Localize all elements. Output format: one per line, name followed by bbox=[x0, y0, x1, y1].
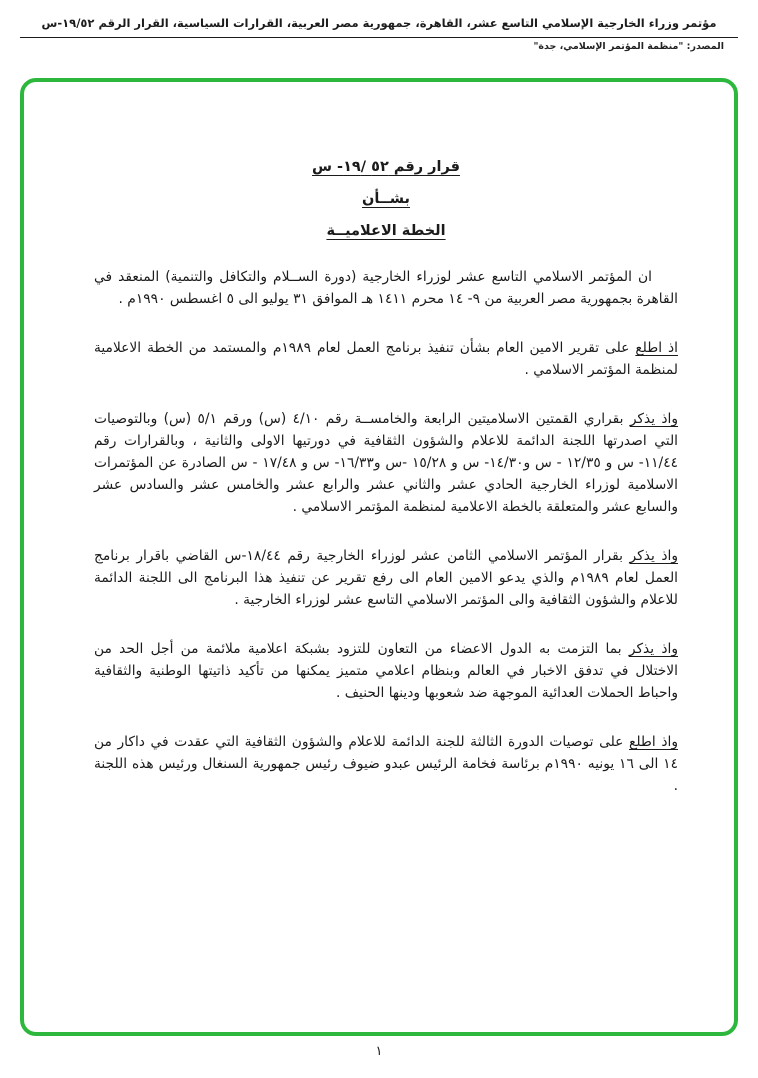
paragraph-text: على تقرير الامين العام بشأن تنفيذ برنامج العمل لعام ١٩٨٩م والمستمد من الخطة الاعلامية لمنظمة المؤتمر الاسلامي . bbox=[94, 340, 678, 378]
resolution-subject-label-line bbox=[94, 188, 678, 210]
resolution-subject-label: بشــأن bbox=[362, 191, 410, 207]
paragraph-text: ان المؤتمر الاسلامي التاسع عشر لوزراء الخارجية (دورة الســلام والتكافل والتنمية) المنعقد في القاهرة بجمهورية مصر العربية من ٩- ١٤ محرم ١٤١١ هـ الموافق ٣١ يوليو الى ٥ اغسطس ١٩٩٠م . bbox=[94, 269, 678, 307]
paragraph-lead: واذ يذكر bbox=[629, 411, 679, 427]
paragraph-text: بما التزمت به الدول الاعضاء من التعاون للتزود بشبكة اعلامية ملائمة من أجل الحد من الاختلال في تدفق الاخبار في العالم وبنظام اعلامي متميز يمكنها من تأكيد ذاتيتها الوطنية والثقافية واحباط الحملات العدائية الموجهة ضد شعوبها ودينها الحنيف . bbox=[94, 641, 678, 701]
paragraph-text: بقرار المؤتمر الاسلامي الثامن عشر لوزراء الخارجية رقم ١٨/٤٤-س القاضي باقرار برنامج العمل لعام ١٩٨٩م والذي يدعو الامين العام الى رفع تقرير عن تنفيذ هذا البرنامج الى اللجنة الدائمة للاعلام والشؤون الثقافية والى المؤتمر الاسلامي التاسع عشر لوزراء الخارجية . bbox=[94, 548, 679, 608]
paragraph-recital-1 bbox=[94, 337, 678, 381]
letterhead-source: المصدر: "منظمة المؤتمر الإسلامي، جدة" bbox=[533, 41, 724, 52]
resolution-number: قرار رقم ٥٢ /١٩- س bbox=[312, 159, 460, 175]
paragraph-preamble bbox=[94, 266, 678, 310]
resolution-number-line bbox=[94, 156, 678, 178]
paragraph-text: بقراري القمتين الاسلاميتين الرابعة والخامســة رقم ٤/١٠ (س) ورقم ٥/١ (س) وبالتوصيات التي اصدرتها اللجنة الدائمة للاعلام والشؤون الثقافية في دورتيها الاولى والثانية ، وبالقرارات رقم ١١/٤٤- س و ١٢/٣٥ - س و١٤/٣٠- س و ١٥/٢٨ -س و١٦/٣٣- س و ١٧/٤٨ - س الصادرة عن المؤتمرات الاسلامية لوزراء الخارجية الحادي عشر والثاني عشر والرابع عشر والخامس عشر والسادس عشر والسابع عشر والمتعلقة بالخطة الاعلامية لمنظمة المؤتمر الاسلامي . bbox=[94, 411, 679, 515]
paragraph-text: على توصيات الدورة الثالثة للجنة الدائمة للاعلام والشؤون الثقافية التي عقدت في داكار من ١٤ الى ١٦ يونيه ١٩٩٠م برئاسة فخامة الرئيس عبدو ضيوف رئيس جمهورية السنغال ورئيس هذه اللجنة . bbox=[94, 734, 678, 794]
paragraph-recital-5 bbox=[94, 731, 678, 797]
paragraph-lead: واذ يذكر bbox=[629, 548, 679, 564]
resolution-subject-line bbox=[94, 220, 678, 242]
paragraph-recital-2 bbox=[94, 408, 678, 518]
resolution-title-block bbox=[94, 156, 678, 242]
page-number: ١ bbox=[375, 1044, 383, 1059]
page-footer bbox=[0, 1044, 758, 1059]
paragraph-lead: اذ اطلع bbox=[635, 340, 678, 356]
paragraph-lead: واذ يذكر bbox=[628, 641, 678, 657]
paragraph-recital-4 bbox=[94, 638, 678, 704]
document-content bbox=[24, 82, 734, 797]
letterhead-title: مؤتمر وزراء الخارجية الإسلامي التاسع عشر، القاهرة، جمهورية مصر العربية، القرارات السياسية، القرار الرقم ١٩/٥٢-س bbox=[20, 16, 738, 38]
document-frame bbox=[20, 78, 738, 1036]
paragraph-lead: واذ اطلع bbox=[629, 734, 678, 750]
letterhead bbox=[0, 0, 758, 52]
paragraph-recital-3 bbox=[94, 545, 678, 611]
resolution-subject: الخطة الاعلاميــة bbox=[326, 223, 446, 239]
